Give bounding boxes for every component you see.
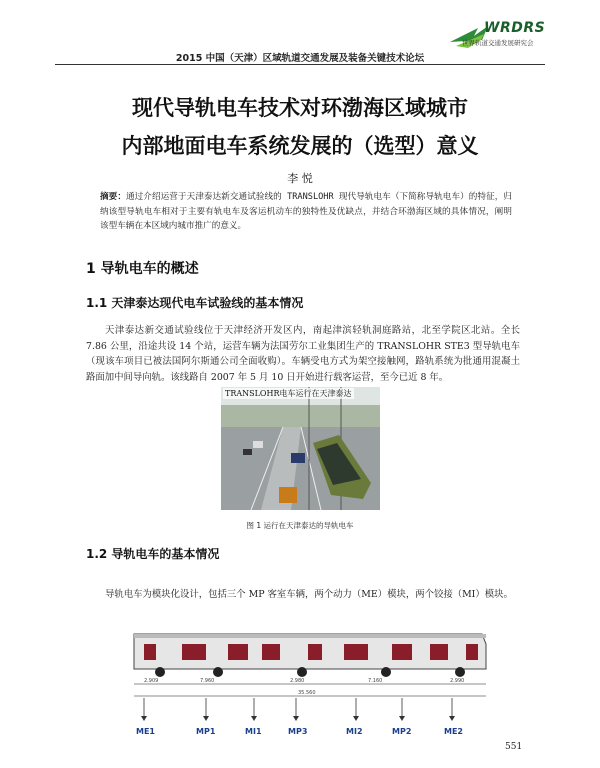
tram-street-photo xyxy=(221,387,380,510)
figure-1-overlay-label: TRANSLOHR电车运行在天津泰达 xyxy=(225,389,352,398)
module-label-mp2: MP2 xyxy=(392,727,412,736)
dimension-2: 2.980 xyxy=(290,678,305,684)
header-divider xyxy=(55,64,545,65)
dimension-total: 35.560 xyxy=(298,690,316,696)
module-label-mi1: MI1 xyxy=(245,727,262,736)
module-label-me1: ME1 xyxy=(136,727,155,736)
section-1-heading: 1 导轨电车的概述 xyxy=(86,261,199,277)
section-1-1-heading: 1.1 天津泰达现代电车试验线的基本情况 xyxy=(86,296,304,310)
tram-module-diagram xyxy=(130,614,490,744)
dimension-0: 2.909 xyxy=(144,678,159,684)
author: 李 悦 xyxy=(287,172,313,185)
module-label-mp3: MP3 xyxy=(288,727,308,736)
section-1-1-paragraph: 天津泰达新交通试验线位于天津经济开发区内，南起津滨轻轨洞庭路站，北至学院区北站。全长 7.86 公里，沿途共设 14 个站，运营车辆为法国劳尔工业集团生产的 TRANSLOHR STE3 型导轨电车（现该车项目已被法国阿尔斯通公司全面收购）。车辆受电方式为架空接触网，路轨系统为批通用混凝土路面加中间导向轨。该线路自 2007 年 5 月 10 日开始进行载客运营，至今已近 8 年。 xyxy=(86,325,520,383)
figure-1-caption: 图 1 运行在天津泰达的导轨电车 xyxy=(246,521,354,530)
paper-title-line-1: 现代导轨电车技术对环渤海区域城市 xyxy=(132,96,468,120)
section-1-2-heading: 1.2 导轨电车的基本情况 xyxy=(86,547,220,561)
page-number: 551 xyxy=(505,742,523,752)
dimension-3: 7.160 xyxy=(368,678,383,684)
paper-title-line-2: 内部地面电车系统发展的（选型）意义 xyxy=(121,134,479,158)
dimension-4: 2.990 xyxy=(450,678,465,684)
logo-subtitle: 世界轨道交通发展研究会 xyxy=(462,39,534,47)
abstract-text: 通过介绍运营于天津泰达新交通试验线的 TRANSLOHR 现代导轨电车（下简称导轨电车）的特征，归纳该型导轨电车相对于主要有轨电车及客运机动车的独特性及优缺点，并结合环渤海区域的具体情况，阐明该型车辆在本区域内城市推广的意义。 xyxy=(100,192,512,231)
conference-title: 2015 中国（天津）区域轨道交通发展及装备关键技术论坛 xyxy=(175,53,425,64)
dimension-1: 7.960 xyxy=(200,678,215,684)
module-label-mp1: MP1 xyxy=(196,727,216,736)
abstract xyxy=(100,190,512,234)
logo-text: WRDRS xyxy=(484,20,546,36)
abstract-label: 摘要： xyxy=(100,192,126,202)
module-label-me2: ME2 xyxy=(444,727,463,736)
section-1-2-paragraph: 导轨电车为模块化设计，包括三个 MP 客室车辆，两个动力（ME）模块，两个铰接（MI）模块。 xyxy=(105,589,513,600)
module-label-mi2: MI2 xyxy=(346,727,363,736)
figure-1-photo xyxy=(221,387,380,510)
